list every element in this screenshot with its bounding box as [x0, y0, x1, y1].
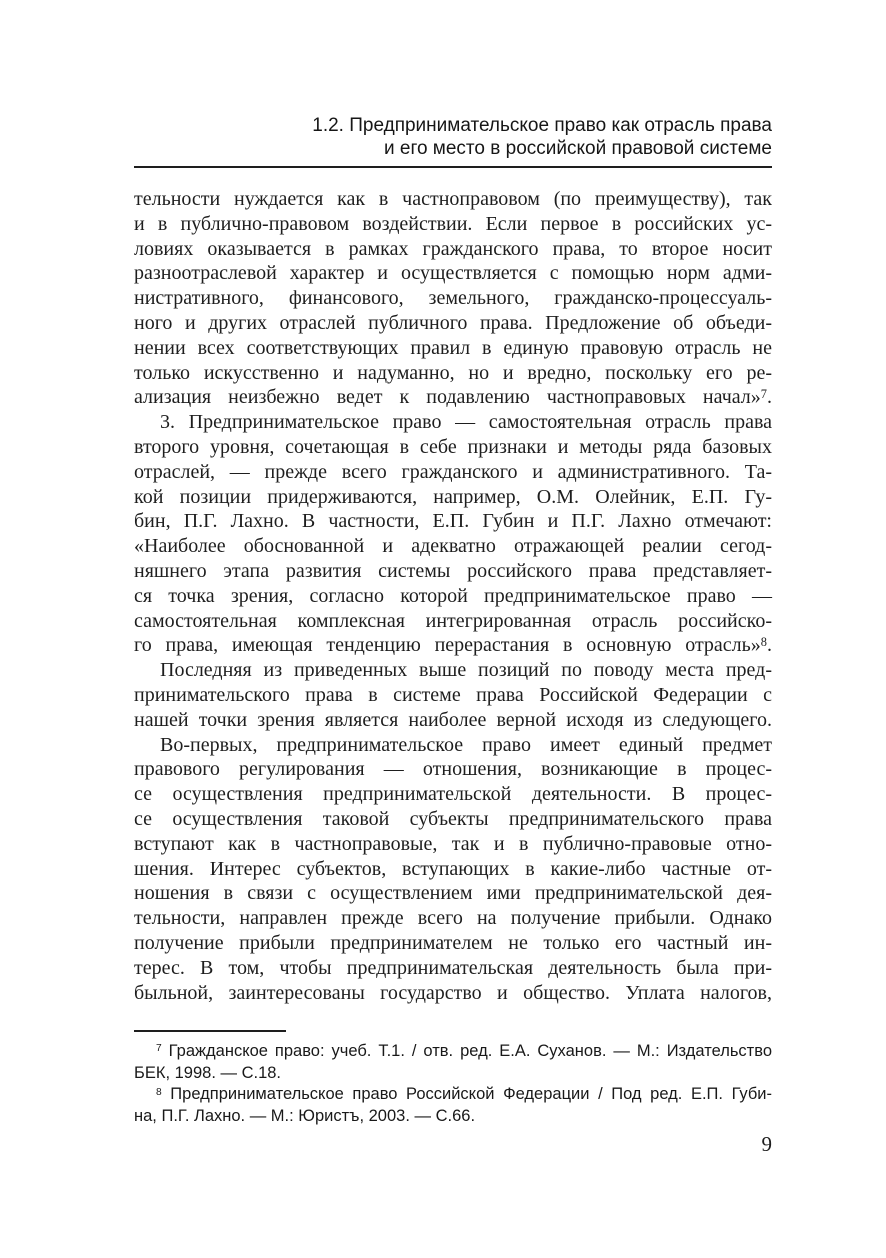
body-paragraph-2-line: второго уровня, сочетающая в себе признаки и методы ряда базовых: [134, 435, 772, 458]
body-paragraph-1-line: ализация неизбежно ведет к подавлению частноправовых начал»$^7$.: [134, 386, 772, 409]
body-paragraph-3-line: принимательского права в системе права Российской Федерации с: [134, 683, 772, 706]
body-paragraph-2-line: кой позиции придерживаются, например, О.М. Олейник, Е.П. Гу-: [134, 485, 772, 508]
body-paragraph-1-line: ного и других отраслей публичного права. Предложение об объеди-: [134, 311, 772, 334]
body-paragraph-1-line: только искусственно и надуманно, но и вредно, поскольку его ре-: [134, 361, 772, 384]
body-paragraph-1-line: нистративного, финансового, земельного, гражданско-процессуаль-: [134, 287, 772, 310]
body-paragraph-4-line: се осуществления предпринимательской деятельности. В процес-: [134, 783, 772, 806]
page-number: 9: [761, 1132, 772, 1156]
running-header: [134, 114, 772, 160]
body-paragraph-2-line: 3. Предпринимательское право — самостоятельная отрасль права: [160, 411, 772, 434]
body-paragraph-1-line: разноотраслевой характер и осуществляется с помощью норм адми-: [134, 262, 772, 285]
body-paragraph-2-line: го права, имеющая тенденцию перерастания в основную отрасль»$^8$.: [134, 634, 772, 657]
body-paragraph-4-line: быльной, заинтересованы государство и общество. Уплата налогов,: [134, 981, 772, 1004]
body-paragraph-3-line: Последняя из приведенных выше позиций по поводу места пред-: [160, 659, 772, 682]
footnotes: [134, 1041, 772, 1127]
body-paragraph-4-line: терес. В том, чтобы предпринимательская деятельность была при-: [134, 956, 772, 979]
body-paragraph-2-line: «Наиболее обоснованной и адекватно отражающей реалии сегод-: [134, 535, 772, 558]
body-paragraph-4-line: тельности, направлен прежде всего на получение прибыли. Однако: [134, 907, 772, 930]
body-paragraph-2-line: самостоятельная комплексная интегрированная отрасль российско-: [134, 609, 772, 632]
body-paragraph-4-line: се осуществления таковой субъекты предпринимательского права: [134, 807, 772, 830]
footnote-2-line: на, П.Г. Лахно. — М.: Юристъ, 2003. — С.66.: [134, 1106, 476, 1125]
body-paragraph-4-line: ношения в связи с осуществлением ими предпринимательской дея-: [134, 882, 772, 905]
footnote-2-line: $^8$ Предпринимательское право Российской Федерации / Под ред. Е.П. Губи-: [156, 1085, 772, 1104]
body-paragraph-4-line: шения. Интерес субъектов, вступающих в какие-либо частные от-: [134, 857, 772, 880]
running-header-line-2: и его место в российской правовой системе: [383, 138, 772, 159]
footnote-1-line: $^7$ Гражданское право: учеб. Т.1. / отв. ред. Е.А. Суханов. — М.: Издательство: [156, 1042, 772, 1060]
body-paragraph-4-line: получение прибыли предпринимателем не только его частный ин-: [134, 931, 772, 954]
body-paragraph-2-line: отраслей, — прежде всего гражданского и административного. Та-: [134, 460, 772, 483]
body-paragraph-2-line: няшнего этапа развития системы российского права представляет-: [134, 559, 772, 582]
body-paragraph-4-line: Во-первых, предпринимательское право имеет единый предмет: [160, 733, 772, 756]
footnote-separator: [134, 1030, 286, 1032]
header-rule: [134, 166, 772, 168]
body-paragraph-1-line: ловиях оказывается в рамках гражданского права, то второе носит: [134, 237, 772, 260]
footnote-ref: 8: [156, 1086, 162, 1098]
body-paragraph-2-line: бин, П.Г. Лахно. В частности, Е.П. Губин и П.Г. Лахно отмечают:: [134, 510, 772, 533]
body-paragraph-2-line: ся точка зрения, согласно которой предпринимательское право —: [134, 584, 772, 607]
body-text: [134, 187, 772, 1005]
footnote-ref: 7: [156, 1043, 162, 1055]
body-paragraph-4-line: вступают как в частноправовые, так и в публично-правовые отно-: [134, 832, 772, 855]
footnote-1-line: БЕК, 1998. — С.18.: [134, 1063, 282, 1082]
body-paragraph-3-line: нашей точки зрения является наиболее верной исходя из следующего.: [134, 708, 772, 731]
body-paragraph-1-line: тельности нуждается как в частноправовом (по преимуществу), так: [134, 188, 772, 210]
body-paragraph-1-line: нении всех соответствующих правил в единую правовую отрасль не: [134, 336, 772, 359]
footnote-ref: 7: [760, 386, 767, 401]
footnote-ref: 8: [760, 634, 767, 649]
body-paragraph-1-line: и в публично-правовом воздействии. Если первое в российских ус-: [134, 212, 772, 235]
running-header-line-1: 1.2. Предпринимательское право как отрасль права: [312, 115, 772, 136]
body-paragraph-4-line: правового регулирования — отношения, возникающие в процес-: [134, 758, 772, 781]
